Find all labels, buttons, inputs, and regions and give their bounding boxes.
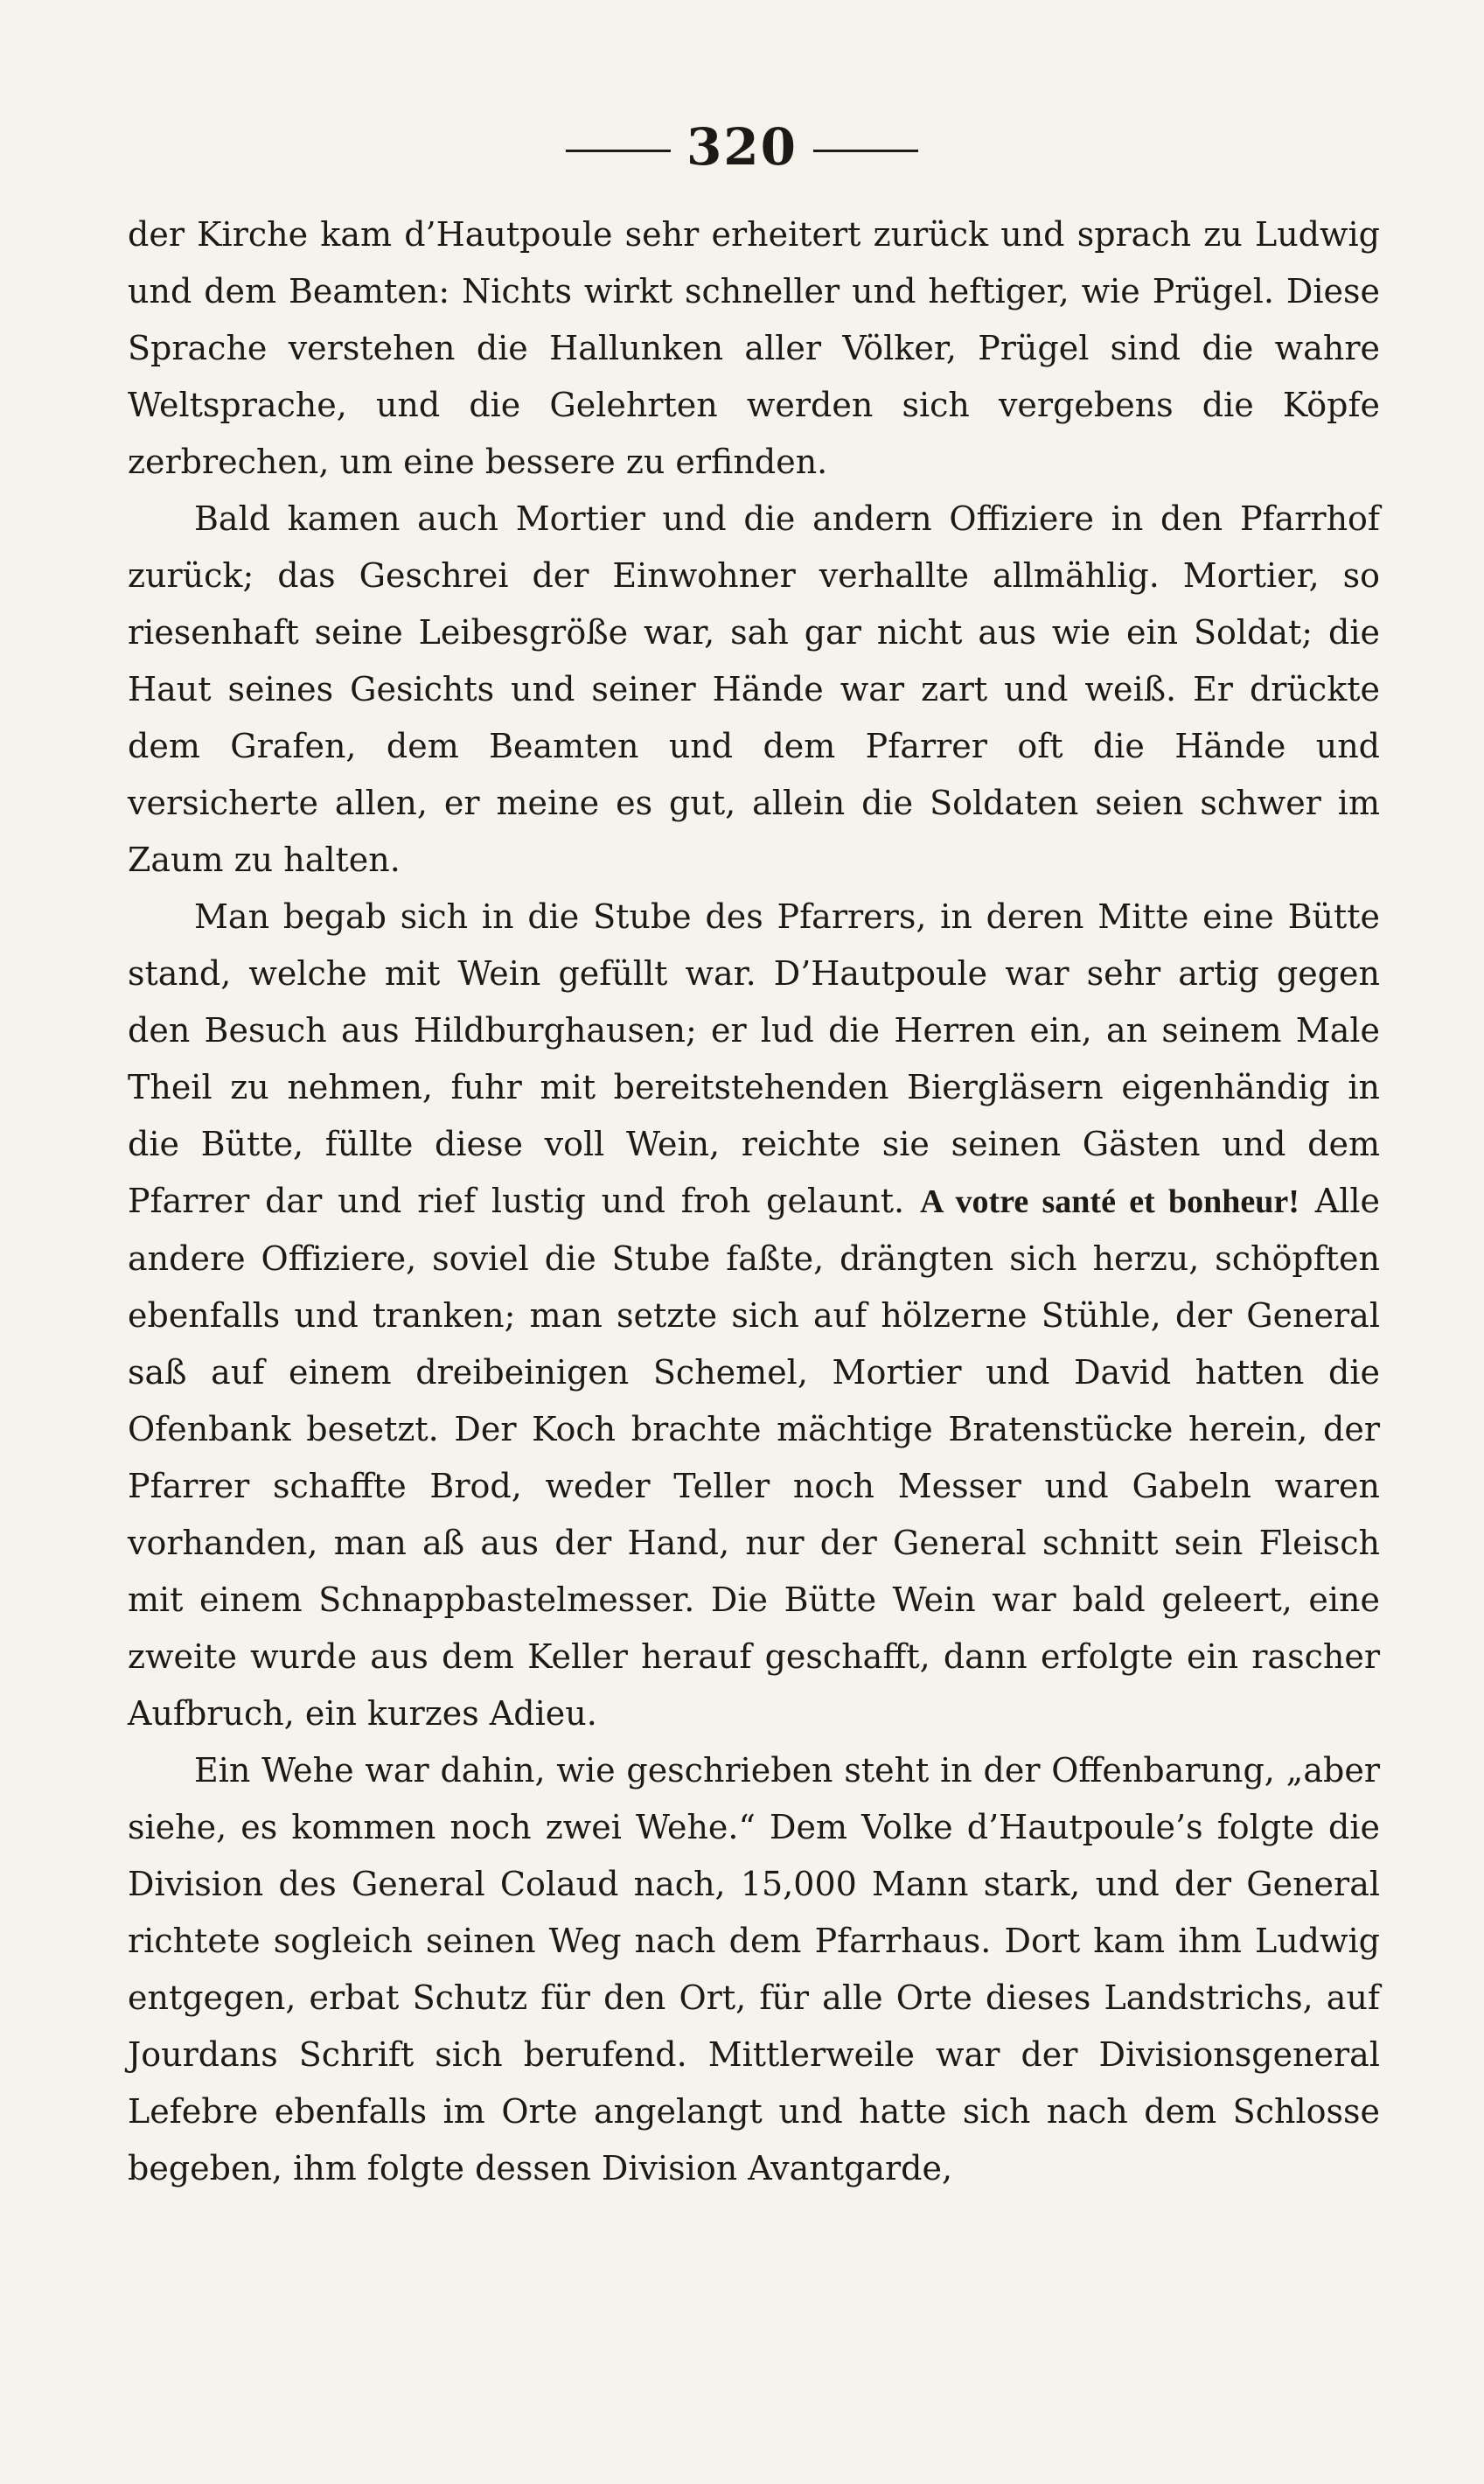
paragraph-2: Bald kamen auch Mortier und die andern Offiziere in den Pfarrhof zurück; das Geschrei der Einwohner verhallte allmählig. Mortier, so riesenhaft seine Leibesgröße war, sah gar nicht aus wie ein Soldat; die Haut seines Gesichts und seiner Hände war zart und weiß. Er drückte dem Grafen, dem Beamten und dem Pfarrer oft die Hände und versicherte allen, er meine es gut, allein die Soldaten seien schwer im Zaum zu halten. — [128, 499, 1380, 879]
body-text — [128, 206, 1380, 2197]
paragraph-3 — [128, 889, 1380, 1742]
header-rule-left — [566, 150, 671, 152]
french-toast-phrase: A votre santé et bonheur! — [919, 1183, 1299, 1220]
paragraph-1: der Kirche kam d’Hautpoule sehr erheitert zurück und sprach zu Ludwig und dem Beamten: Nichts wirkt schneller und heftiger, wie Prügel. Diese Sprache verstehen die Hallunken aller Völker, Prügel sind die wahre Weltsprache, und die Gelehrten werden sich vergebens die Köpfe zerbrechen, um eine bessere zu erfinden. — [128, 215, 1380, 481]
paragraph-3-text-after: Alle andere Offiziere, soviel die Stube faßte, drängten sich herzu, schöpften ebenfalls und tranken; man setzte sich auf hölzerne Stühle, der General saß auf einem dreibeinigen Schemel, Mortier und David hatten die Ofenbank besetzt. Der Koch brachte mächtige Bratenstücke herein, der Pfarrer schaffte Brod, weder Teller noch Messer und Gabeln waren vorhanden, man aß aus der Hand, nur der General schnitt sein Fleisch mit einem Schnappbastelmesser. Die Bütte Wein war bald geleert, eine zweite wurde aus dem Keller herauf geschafft, dann erfolgte ein rascher Aufbruch, ein kurzes Adieu. — [128, 1182, 1380, 1733]
page-header — [0, 112, 1484, 182]
paragraph-4: Ein Wehe war dahin, wie geschrieben steht in der Offenbarung, „aber siehe, es kommen noch zwei Wehe.“ Dem Volke d’Hautpoule’s folgte die Division des General Colaud nach, 15,000 Mann stark, und der General richtete sogleich seinen Weg nach dem Pfarrhaus. Dort kam ihm Ludwig entgegen, erbat Schutz für den Ort, für alle Orte dieses Landstrichs, auf Jourdans Schrift sich berufend. Mittlerweile war der Divisionsgeneral Lefebre ebenfalls im Orte angelangt und hatte sich nach dem Schlosse begeben, ihm folgte dessen Division Avantgarde, — [128, 1751, 1380, 2187]
paragraph-3-text-before: Man begab sich in die Stube des Pfarrers, in deren Mitte eine Bütte stand, welche mit Wein gefüllt war. D’Hautpoule war sehr artig gegen den Besuch aus Hildburghausen; er lud die Herren ein, an seinem Male Theil zu nehmen, fuhr mit bereitstehenden Biergläsern eigenhändig in die Bütte, füllte diese voll Wein, reichte sie seinen Gästen und dem Pfarrer dar und rief lustig und froh gelaunt. — [128, 897, 1380, 1220]
page-number: 320 — [686, 117, 798, 177]
header-rule-right — [813, 150, 918, 152]
